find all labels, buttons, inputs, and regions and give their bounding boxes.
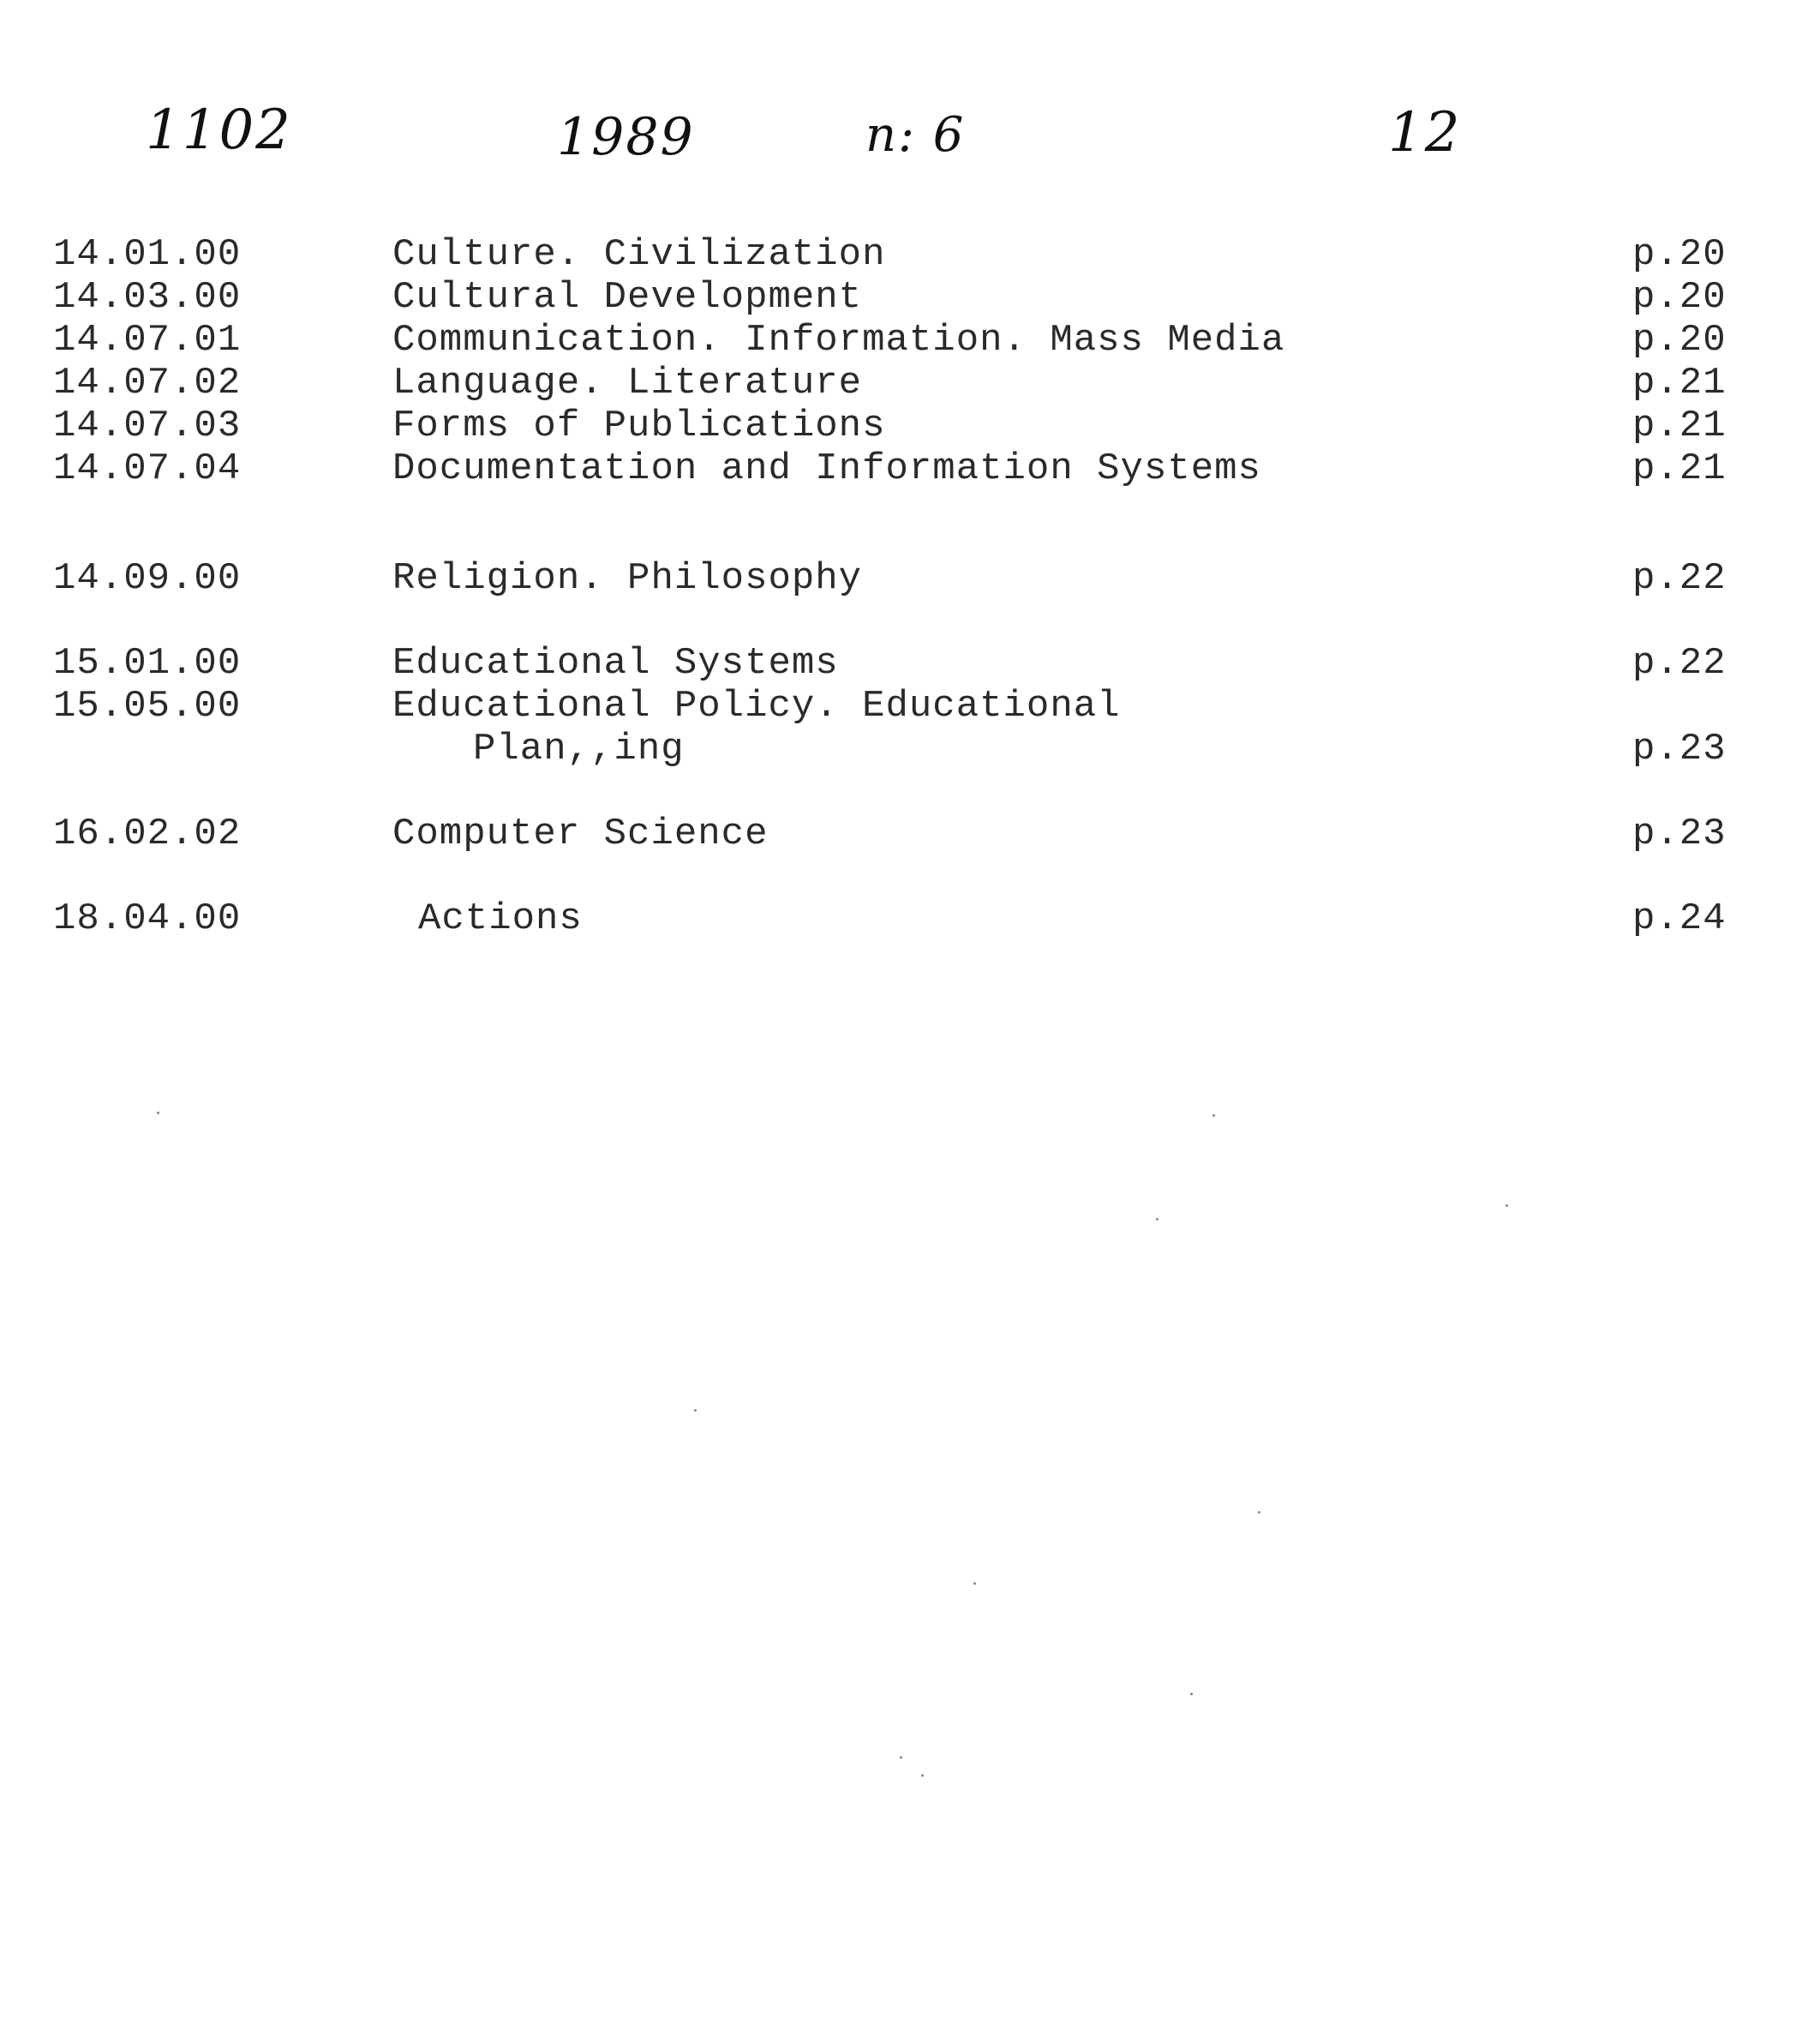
entry-code: 14.07.02 xyxy=(53,362,242,405)
index-row-continuation xyxy=(0,728,1820,771)
entry-code: 14.07.03 xyxy=(53,405,242,447)
scan-speck xyxy=(1190,1693,1193,1695)
index-row xyxy=(0,642,1820,685)
scan-speck xyxy=(1156,1218,1158,1220)
handwritten-code: 1102 xyxy=(146,99,292,162)
entry-code: 14.07.01 xyxy=(53,319,242,362)
index-row xyxy=(0,557,1820,600)
entry-page: p.24 xyxy=(1632,897,1727,940)
entry-code: 15.01.00 xyxy=(53,642,242,685)
entry-topic: Religion. Philosophy xyxy=(392,557,863,600)
entry-code: 18.04.00 xyxy=(53,897,242,940)
entry-page: p.21 xyxy=(1632,447,1727,490)
scan-speck xyxy=(921,1774,924,1777)
index-row xyxy=(0,319,1820,362)
index-row xyxy=(0,405,1820,447)
entry-code: 14.09.00 xyxy=(53,557,242,600)
entry-page: p.20 xyxy=(1632,276,1727,319)
entry-code: 14.07.04 xyxy=(53,447,242,490)
entry-topic: Computer Science xyxy=(392,813,769,855)
scan-speck xyxy=(973,1582,976,1585)
entry-page: p.20 xyxy=(1632,319,1727,362)
entry-page: p.21 xyxy=(1632,362,1727,405)
scan-speck xyxy=(1212,1114,1215,1117)
entry-topic: Educational Systems xyxy=(392,642,839,685)
scan-speck xyxy=(694,1409,697,1412)
handwritten-number: n: 6 xyxy=(865,107,966,163)
index-row xyxy=(0,813,1820,855)
index-row xyxy=(0,685,1820,728)
entry-topic: Educational Policy. Educational xyxy=(392,685,1121,728)
scan-speck xyxy=(157,1112,159,1114)
entry-code: 14.01.00 xyxy=(53,233,242,276)
entry-page: p.20 xyxy=(1632,233,1727,276)
entry-topic-continuation: Plan,,ing xyxy=(473,728,685,771)
entry-topic: Documentation and Information Systems xyxy=(392,447,1261,490)
index-row xyxy=(0,897,1820,940)
scan-speck xyxy=(1506,1204,1508,1207)
scan-speck xyxy=(900,1756,902,1759)
handwritten-year: 1989 xyxy=(557,107,695,167)
index-row xyxy=(0,233,1820,276)
index-row xyxy=(0,362,1820,405)
entry-page: p.21 xyxy=(1632,405,1727,447)
entry-topic: Culture. Civilization xyxy=(392,233,886,276)
entry-code: 15.05.00 xyxy=(53,685,242,728)
entry-code: 14.03.00 xyxy=(53,276,242,319)
entry-page: p.23 xyxy=(1632,813,1727,855)
entry-topic: Actions xyxy=(418,897,583,940)
entry-page: p.22 xyxy=(1632,557,1727,600)
handwritten-page-number: 12 xyxy=(1388,101,1462,165)
entry-topic: Language. Literature xyxy=(392,362,863,405)
scan-speck xyxy=(1258,1511,1260,1514)
index-row xyxy=(0,276,1820,319)
index-row xyxy=(0,447,1820,490)
entry-topic: Forms of Publications xyxy=(392,405,886,447)
entry-page: p.23 xyxy=(1632,728,1727,771)
entry-code: 16.02.02 xyxy=(53,813,242,855)
entry-topic: Cultural Development xyxy=(392,276,863,319)
entry-topic: Communication. Information. Mass Media xyxy=(392,319,1285,362)
entry-page: p.22 xyxy=(1632,642,1727,685)
